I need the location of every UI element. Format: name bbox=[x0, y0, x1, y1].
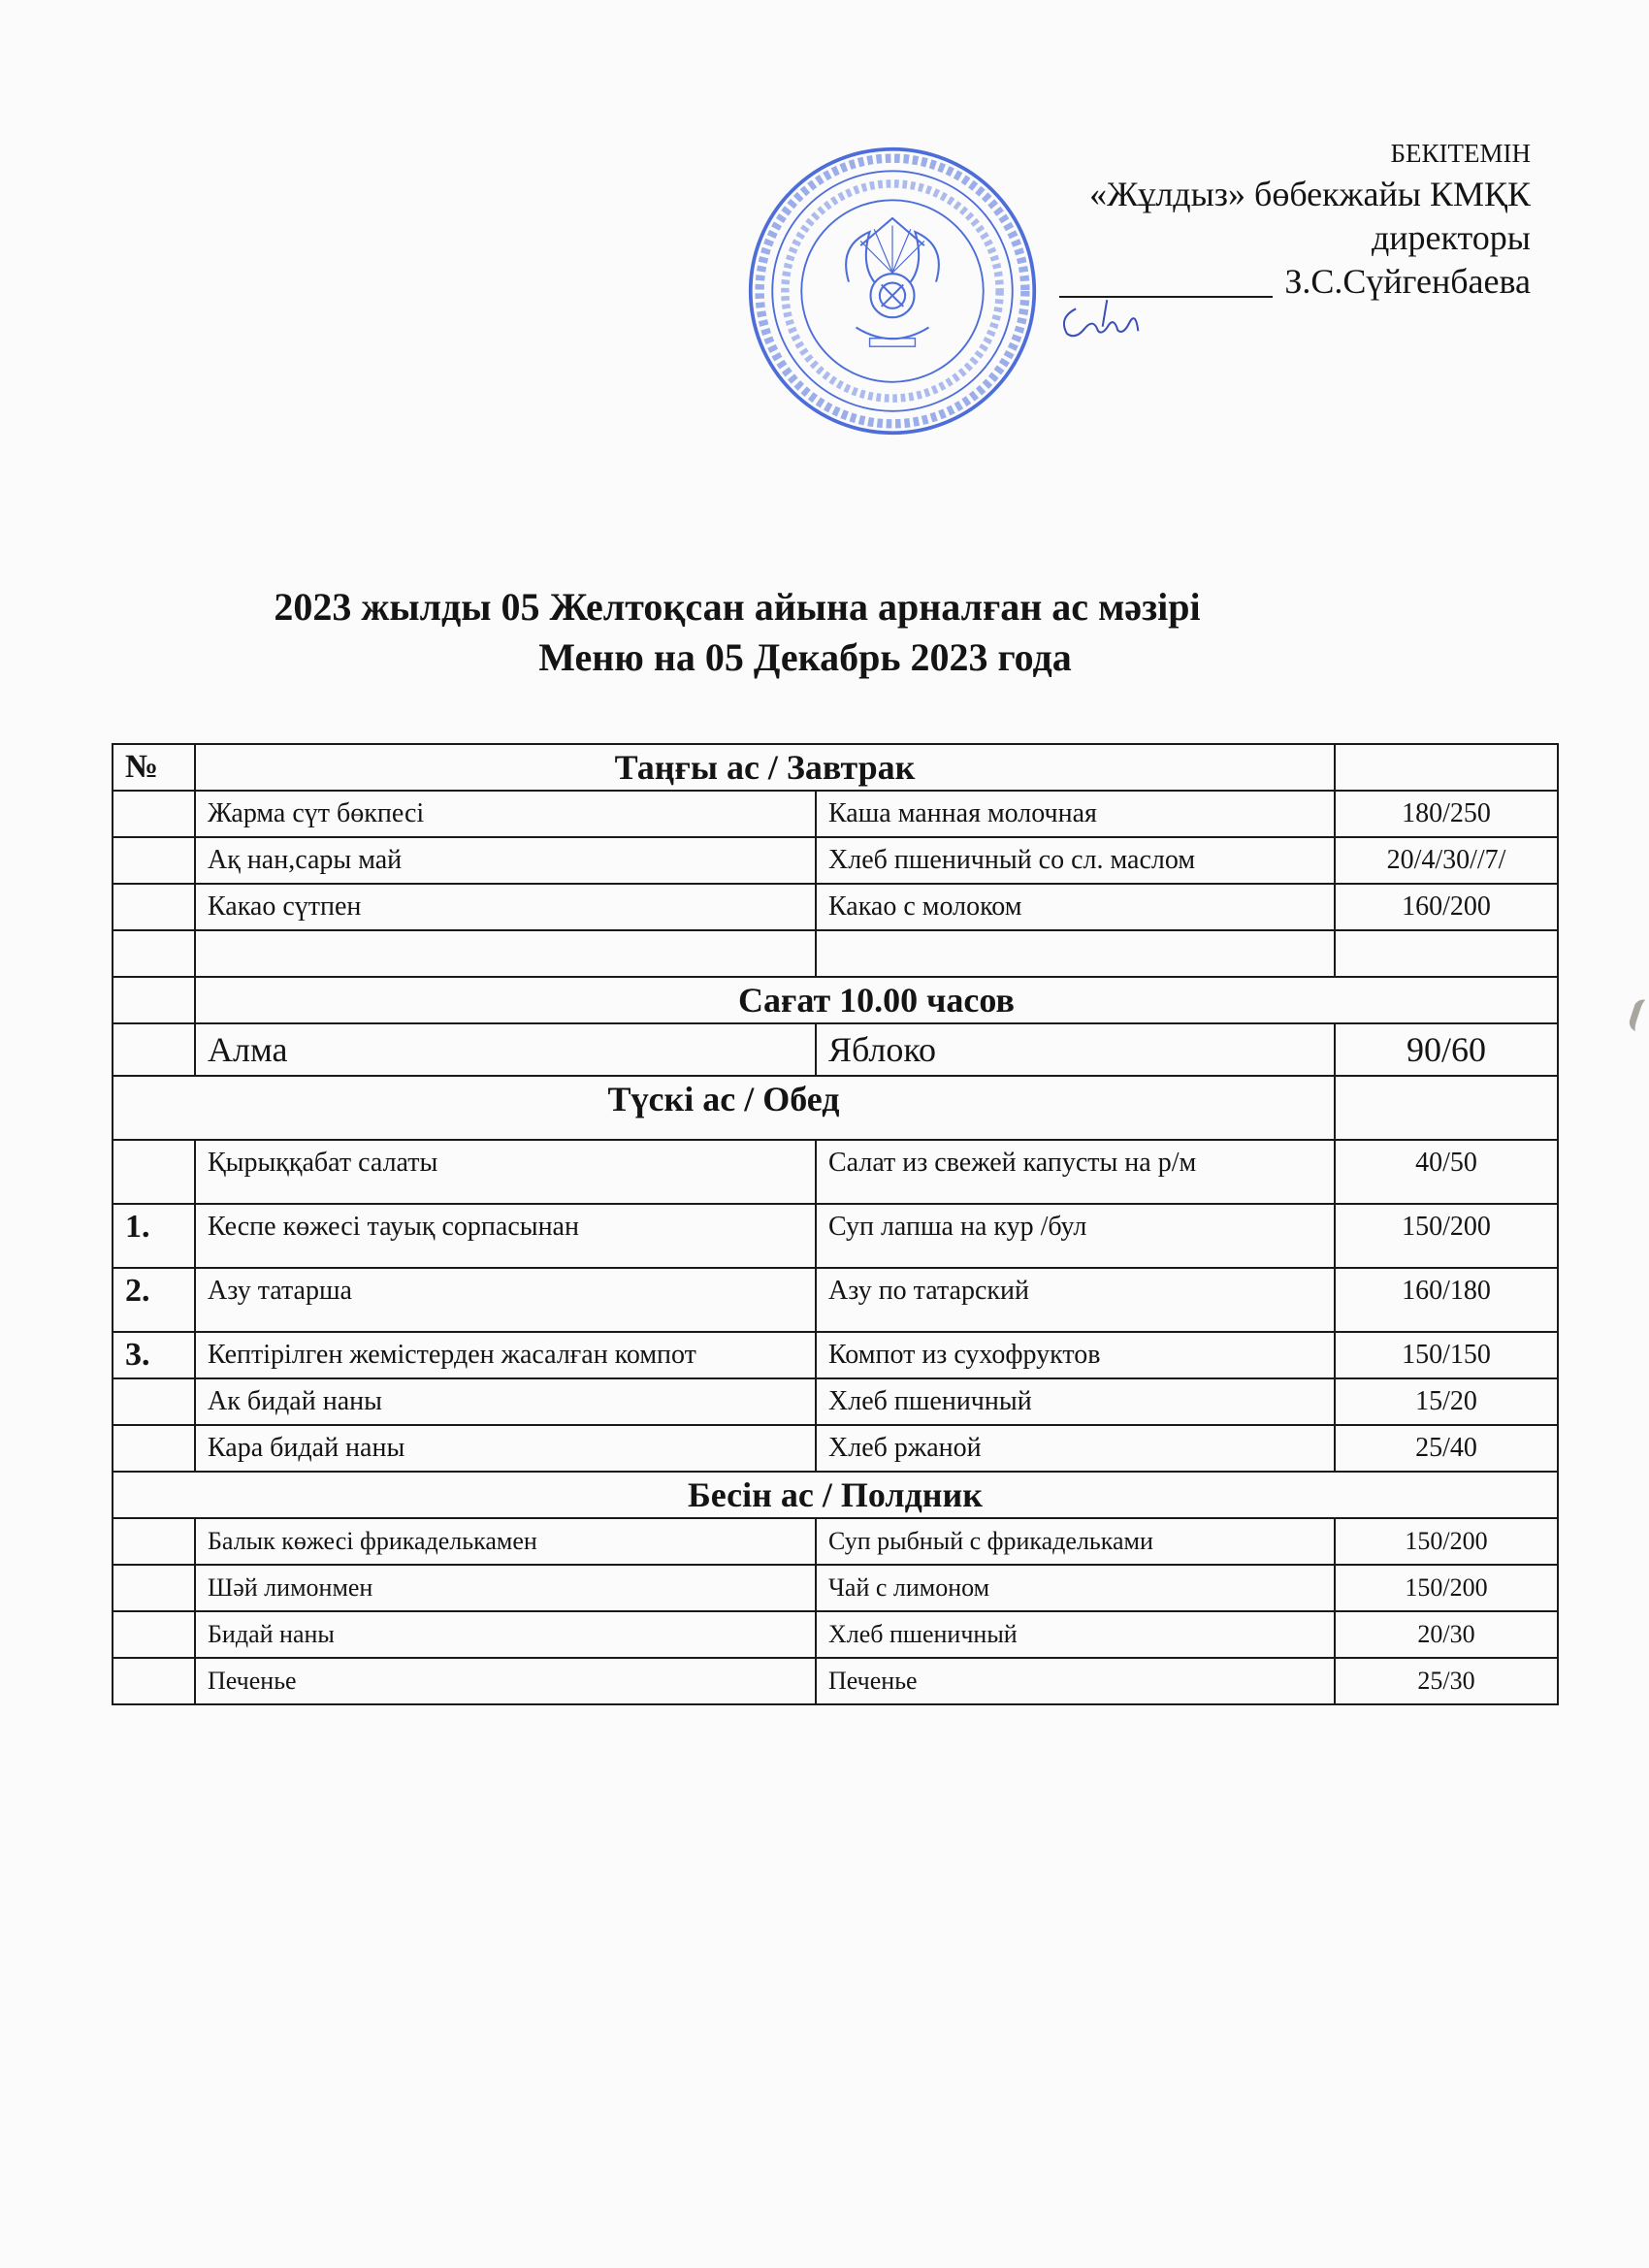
dish-kazakh: Бидай наны bbox=[195, 1611, 816, 1658]
document-header bbox=[0, 0, 1649, 582]
signature-line bbox=[1059, 296, 1273, 298]
approval-block bbox=[1059, 134, 1531, 304]
row-number bbox=[113, 1565, 195, 1611]
lunch-header-row bbox=[113, 1076, 1558, 1140]
dish-russian: Компот из сухофруктов bbox=[816, 1332, 1335, 1378]
number-column-header: № bbox=[113, 744, 195, 791]
portion: 20/4/30//7/ bbox=[1335, 837, 1558, 884]
table-row bbox=[113, 1204, 1558, 1268]
dish-kazakh: Ақ нан,сары май bbox=[195, 837, 816, 884]
dish-russian: Салат из свежей капусты на р/м bbox=[816, 1140, 1335, 1204]
dish-russian: Суп лапша на кур /бул bbox=[816, 1204, 1335, 1268]
table-row bbox=[113, 1518, 1558, 1565]
section-title-snack: Сағат 10.00 часов bbox=[195, 977, 1558, 1023]
table-row bbox=[113, 791, 1558, 837]
dish-kazakh: Кептірілген жемістерден жасалған компот bbox=[195, 1332, 816, 1378]
table-row bbox=[113, 1425, 1558, 1472]
table-row bbox=[113, 1268, 1558, 1332]
dish-russian: Чай с лимоном bbox=[816, 1565, 1335, 1611]
dish-russian: Какао с молоком bbox=[816, 884, 1335, 930]
row-number bbox=[113, 884, 195, 930]
approval-signature-row bbox=[1059, 260, 1531, 304]
table-row bbox=[113, 1565, 1558, 1611]
official-stamp bbox=[747, 146, 1038, 437]
portion: 40/50 bbox=[1335, 1140, 1558, 1204]
portion: 150/200 bbox=[1335, 1565, 1558, 1611]
portion: 25/40 bbox=[1335, 1425, 1558, 1472]
dish-russian: Хлеб пшеничный со сл. маслом bbox=[816, 837, 1335, 884]
table-row bbox=[113, 1023, 1558, 1076]
dish-russian: Хлеб пшеничный bbox=[816, 1378, 1335, 1425]
portion: 150/200 bbox=[1335, 1518, 1558, 1565]
dish-kazakh: Печенье bbox=[195, 1658, 816, 1704]
dish-russian: Азу по татарский bbox=[816, 1268, 1335, 1332]
dish-russian: Яблоко bbox=[816, 1023, 1335, 1076]
approval-director-name: З.С.Сүйгенбаева bbox=[1284, 262, 1531, 301]
table-row-empty bbox=[113, 930, 1558, 977]
dish-kazakh: Ак бидай наны bbox=[195, 1378, 816, 1425]
title-russian: Меню на 05 Декабрь 2023 года bbox=[538, 635, 1072, 679]
approval-position: директоры bbox=[1371, 218, 1531, 257]
table-row bbox=[113, 884, 1558, 930]
approval-organization: «Жұлдыз» бөбекжайы КМҚК bbox=[1089, 175, 1531, 213]
dish-russian: Суп рыбный с фрикадельками bbox=[816, 1518, 1335, 1565]
row-number bbox=[113, 1518, 195, 1565]
row-number: 2. bbox=[113, 1268, 195, 1332]
menu-table bbox=[112, 743, 1559, 1705]
table-row bbox=[113, 1378, 1558, 1425]
table-row bbox=[113, 1332, 1558, 1378]
portion: 160/180 bbox=[1335, 1268, 1558, 1332]
approval-heading: БЕКІТЕМІН bbox=[1390, 139, 1531, 168]
section-title-lunch: Түскі ас / Обед bbox=[113, 1076, 1335, 1140]
snack-header-row bbox=[113, 977, 1558, 1023]
dish-kazakh: Кеспе көжесі тауық сорпасынан bbox=[195, 1204, 816, 1268]
dish-russian: Хлеб пшеничный bbox=[816, 1611, 1335, 1658]
portion: 150/200 bbox=[1335, 1204, 1558, 1268]
dish-kazakh: Какао сүтпен bbox=[195, 884, 816, 930]
dish-kazakh bbox=[195, 930, 816, 977]
row-number bbox=[113, 930, 195, 977]
portion: 25/30 bbox=[1335, 1658, 1558, 1704]
empty-cell bbox=[113, 977, 195, 1023]
titles bbox=[0, 582, 1649, 683]
title-kazakh: 2023 жылды 05 Желтоқсан айына арналған ас мәзірі bbox=[274, 585, 1201, 629]
portion: 20/30 bbox=[1335, 1611, 1558, 1658]
breakfast-header-row bbox=[113, 744, 1558, 791]
row-number bbox=[113, 837, 195, 884]
row-number bbox=[113, 1611, 195, 1658]
table-row bbox=[113, 837, 1558, 884]
dish-russian bbox=[816, 930, 1335, 977]
dish-kazakh: Азу татарша bbox=[195, 1268, 816, 1332]
row-number bbox=[113, 791, 195, 837]
dish-russian: Печенье bbox=[816, 1658, 1335, 1704]
portion: 180/250 bbox=[1335, 791, 1558, 837]
empty-cell bbox=[1335, 1076, 1558, 1140]
dish-kazakh: Шәй лимонмен bbox=[195, 1565, 816, 1611]
empty-cell bbox=[1335, 744, 1558, 791]
table-row bbox=[113, 1658, 1558, 1704]
row-number bbox=[113, 1140, 195, 1204]
dish-russian: Каша манная молочная bbox=[816, 791, 1335, 837]
row-number: 3. bbox=[113, 1332, 195, 1378]
section-title-breakfast: Таңғы ас / Завтрак bbox=[195, 744, 1335, 791]
portion: 90/60 bbox=[1335, 1023, 1558, 1076]
row-number bbox=[113, 1658, 195, 1704]
portion: 160/200 bbox=[1335, 884, 1558, 930]
dish-kazakh: Алма bbox=[195, 1023, 816, 1076]
dish-kazakh: Балык көжесі фрикаделькамен bbox=[195, 1518, 816, 1565]
afternoon-header-row bbox=[113, 1472, 1558, 1518]
portion bbox=[1335, 930, 1558, 977]
row-number bbox=[113, 1378, 195, 1425]
table-row bbox=[113, 1140, 1558, 1204]
row-number bbox=[113, 1023, 195, 1076]
table-row bbox=[113, 1611, 1558, 1658]
row-number bbox=[113, 1425, 195, 1472]
portion: 150/150 bbox=[1335, 1332, 1558, 1378]
dish-kazakh: Кара бидай наны bbox=[195, 1425, 816, 1472]
section-title-afternoon: Бесін ас / Полдник bbox=[113, 1472, 1558, 1518]
row-number: 1. bbox=[113, 1204, 195, 1268]
portion: 15/20 bbox=[1335, 1378, 1558, 1425]
dish-kazakh: Жарма сүт бөкпесі bbox=[195, 791, 816, 837]
dish-russian: Хлеб ржаной bbox=[816, 1425, 1335, 1472]
scan-mark bbox=[1627, 997, 1649, 1034]
dish-kazakh: Қырыққабат салаты bbox=[195, 1140, 816, 1204]
